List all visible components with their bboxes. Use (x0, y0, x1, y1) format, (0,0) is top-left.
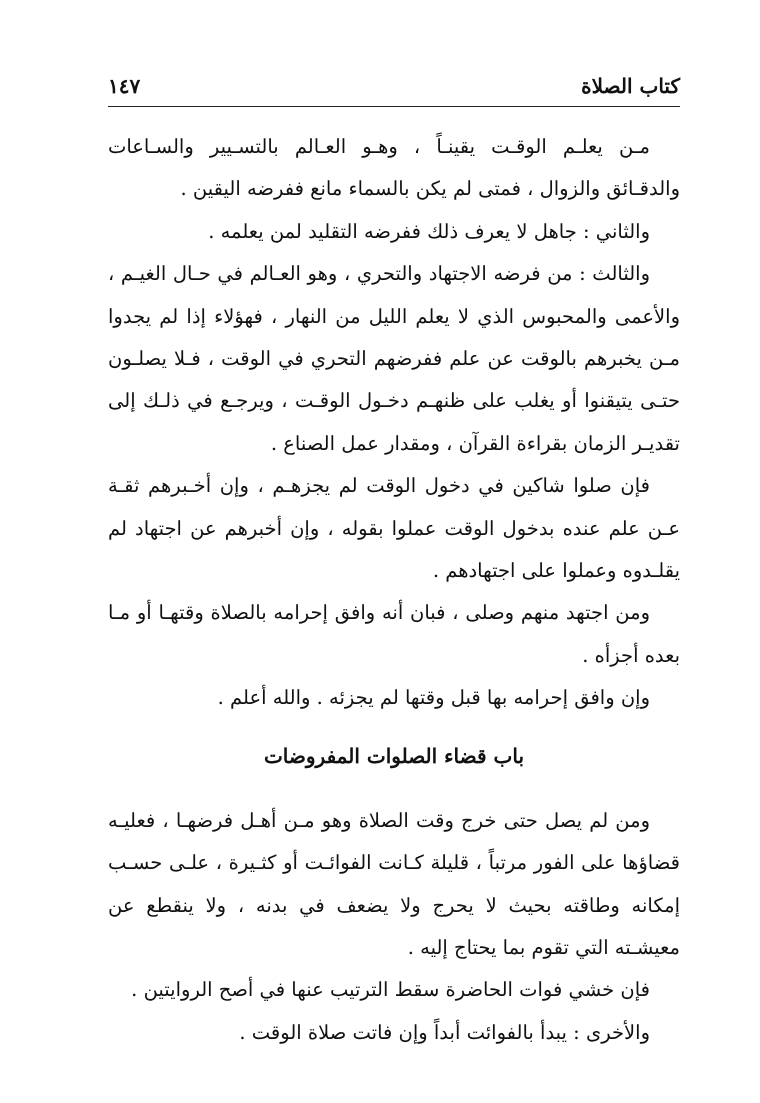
paragraph: فإن خشي فوات الحاضرة سقط الترتيب عنها في أصح الروايتين . (131, 978, 650, 1002)
page-number: ١٤٧ (108, 74, 141, 98)
paragraph: ومن اجتهد منهم وصلى ، فبان أنه وافق إحرامه بالصلاة وقتهـا أو مـا بعده أجزأه . (108, 601, 680, 667)
paragraph: والثاني : جاهل لا يعرف ذلك ففرضه التقليد لمن يعلمه . (208, 219, 650, 243)
paragraph: ومن لم يصل حتى خرج وقت الصلاة وهو مـن أهـل فرضهـا ، فعليـه قضاؤها على الفور مرتباً ، قليلة كـانت الفوائـت أو كثـيرة ، علـى حسـب إمكانه وطاقته بحيث لا يحرج ولا يضعف في بدنه ، ولا ينقطع عن معيشـته التي تقوم بما يحتاج إليه . (108, 808, 680, 959)
page-header (108, 72, 680, 107)
paragraph: وإن وافق إحرامه بها قبل وقتها لم يجزئه . والله أعلم . (217, 686, 650, 710)
paragraph: مـن يعلـم الوقـت يقينـاً ، وهـو العـالم بالتسـيير والسـاعات والدقـائق والزوال ، فمتى لم يكن بالسماء مانع ففرضه اليقين . (108, 135, 680, 201)
paragraph: والأخرى : يبدأ بالفوائت أبداً وإن فاتت صلاة الوقت . (239, 1020, 650, 1044)
paragraph: فإن صلوا شاكين في دخول الوقت لم يجزهـم ، وإن أخـبرهم ثقـة عـن علم عنده بدخول الوقت عملوا بقوله ، وإن أخبرهم عن اجتهاد لم يقلـدوه وعملوا على اجتهادهم . (108, 474, 680, 583)
paragraph: والثالث : من فرضه الاجتهاد والتحري ، وهو العـالم في حـال الغيـم ، والأعمى والمحبوس الذي لا يعلم الليل من النهار ، فهؤلاء إذا لم يجدوا مـن يخبرهم بالوقت عن علم ففرضهم التحري في الوقت ، فـلا يصلـون حتـى يتيقنوا أو يغلب على ظنهـم دخـول الوقـت ، ويرجـع في ذلـك إلى تقديـر الزمان بقراءة القرآن ، ومقدار عمل الصناع . (108, 262, 680, 455)
body-text (108, 126, 680, 1054)
section-heading: باب قضاء الصلوات المفروضات (263, 743, 525, 768)
running-title: كتاب الصلاة (581, 74, 680, 98)
